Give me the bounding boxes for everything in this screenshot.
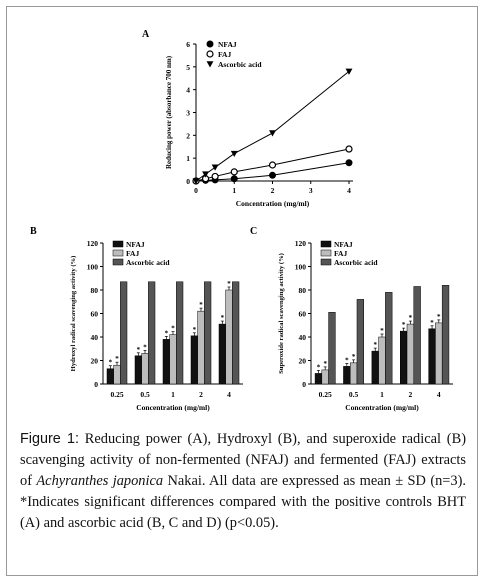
c-x-tick-label: 0.5 — [348, 390, 359, 399]
b-bar — [176, 282, 183, 384]
caption-text-1: Reducing power (A), Hydroxyl (B), and superoxide radical (B) scavenging activity of non-fermented (NFAJ) and fermented (FAJ) extracts of — [20, 431, 466, 489]
c-y-tick-label: 40 — [298, 333, 306, 342]
c-x-tick-label: 4 — [436, 390, 441, 399]
b-y-tick-label: 40 — [90, 333, 98, 342]
a-data-point — [231, 176, 237, 182]
c-bar — [343, 366, 350, 384]
a-data-point — [346, 160, 352, 166]
caption-label: Figure 1: — [20, 431, 79, 447]
b-bar — [232, 282, 239, 384]
b-x-tick-label: 2 — [199, 390, 203, 399]
b-x-tick-label: 0.5 — [140, 390, 150, 399]
b-bar — [204, 282, 211, 384]
a-legend-label: Ascorbic acid — [218, 60, 262, 69]
a-x-tick-label: 3 — [308, 186, 313, 195]
c-significance-mark: * — [380, 327, 384, 335]
a-x-tick-label: 0 — [194, 186, 198, 195]
b-bar — [120, 282, 127, 384]
c-bar — [435, 323, 442, 384]
c-legend-label: FAJ — [334, 249, 348, 258]
c-y-tick-label: 100 — [294, 262, 306, 272]
a-data-point — [346, 146, 352, 152]
b-significance-mark: * — [136, 345, 141, 354]
c-y-tick-label: 120 — [294, 239, 306, 248]
b-legend-swatch — [113, 259, 123, 265]
caption-species: Achyranthes japonica — [36, 473, 164, 489]
c-x-tick-label: 1 — [380, 390, 384, 399]
a-x-tick-label: 2 — [270, 186, 275, 195]
a-y-axis-label: Reducing power (absorbance 700 nm) — [165, 55, 173, 170]
b-x-tick-label: 0.25 — [110, 390, 124, 399]
c-significance-mark: * — [437, 312, 441, 321]
b-y-tick-label: 20 — [90, 356, 98, 366]
c-significance-mark: * — [408, 314, 413, 323]
a-data-point — [269, 130, 276, 136]
panel-c-label: C — [250, 226, 258, 237]
a-y-tick-label: 3 — [186, 108, 190, 118]
panel-b-label: B — [30, 226, 37, 237]
b-bar — [170, 335, 177, 384]
b-x-tick-label: 1 — [171, 390, 175, 399]
c-legend-swatch — [321, 250, 331, 256]
a-legend-marker — [207, 51, 213, 57]
b-bar — [142, 353, 149, 384]
c-significance-mark: * — [430, 318, 434, 327]
c-bar — [385, 292, 392, 384]
c-significance-mark: * — [323, 359, 327, 368]
c-legend-swatch — [321, 241, 331, 247]
c-significance-mark: * — [373, 341, 377, 350]
b-y-axis-label: Hydroxyl radical scavenging activity (%) — [70, 255, 77, 372]
b-x-tick-label: 4 — [227, 390, 231, 399]
b-legend-label: FAJ — [126, 249, 140, 258]
b-significance-mark: * — [164, 329, 169, 338]
c-y-tick-label: 0 — [302, 380, 306, 389]
b-bar — [198, 311, 205, 384]
a-y-tick-label: 2 — [186, 131, 190, 141]
b-bar — [135, 356, 142, 384]
b-y-tick-label: 60 — [90, 309, 98, 319]
b-bar — [226, 290, 233, 384]
a-data-point — [270, 172, 276, 178]
c-significance-mark: * — [401, 321, 406, 330]
c-bar — [372, 351, 379, 384]
figure-caption — [20, 429, 466, 534]
c-legend-label: NFAJ — [334, 240, 353, 249]
panel-a-label: A — [142, 29, 150, 40]
b-y-tick-label: 80 — [90, 286, 98, 295]
c-bar — [400, 331, 407, 384]
b-y-tick-label: 0 — [94, 380, 98, 389]
b-legend-swatch — [113, 250, 123, 256]
b-legend-label: NFAJ — [126, 240, 145, 249]
c-bar — [329, 312, 336, 384]
b-significance-mark: * — [227, 280, 231, 288]
a-y-tick-label: 5 — [186, 62, 190, 72]
c-x-tick-label: 0.25 — [318, 390, 332, 399]
c-bar — [442, 285, 449, 384]
a-y-tick-label: 6 — [186, 40, 190, 49]
b-bar — [107, 369, 114, 384]
c-bar — [350, 363, 357, 384]
a-data-point — [212, 165, 219, 171]
a-x-tick-label: 4 — [347, 186, 351, 195]
c-bar — [429, 329, 436, 384]
a-data-point — [212, 173, 218, 179]
c-bar — [322, 370, 329, 384]
c-legend-swatch — [321, 259, 331, 265]
b-bar — [191, 336, 198, 384]
a-legend-marker — [207, 61, 214, 67]
c-bar — [315, 373, 322, 384]
b-y-tick-label: 100 — [86, 262, 98, 272]
c-legend-label: Ascorbic acid — [334, 258, 378, 267]
c-significance-mark: * — [316, 363, 321, 372]
c-bar — [414, 286, 421, 384]
c-significance-mark: * — [345, 356, 349, 365]
b-bar — [219, 324, 226, 384]
b-significance-mark: * — [143, 343, 147, 352]
c-bar — [379, 337, 386, 384]
a-data-point — [231, 151, 238, 157]
b-bar — [114, 365, 121, 384]
c-y-tick-label: 20 — [298, 356, 306, 366]
b-significance-mark: * — [199, 301, 203, 310]
a-legend-label: NFAJ — [218, 40, 237, 49]
a-legend-marker — [207, 41, 213, 47]
c-x-tick-label: 2 — [408, 390, 413, 399]
b-significance-mark: * — [220, 314, 225, 323]
a-x-axis-label: Concentration (mg/ml) — [235, 199, 310, 208]
c-significance-mark: * — [351, 352, 356, 361]
b-x-axis-label: Concentration (mg/ml) — [136, 403, 210, 412]
c-x-axis-label: Concentration (mg/ml) — [345, 403, 419, 412]
b-significance-mark: * — [108, 358, 113, 367]
a-legend-label: FAJ — [218, 50, 232, 59]
b-significance-mark: * — [192, 325, 197, 334]
c-bar — [357, 299, 364, 384]
caption-text-2: Nakai. All data are expressed as mean ± SD (n=3). *Indicates significant differences compared with the positive controls BHT (A) and ascorbic acid (B, C and D) (p<0.05). — [20, 473, 467, 531]
c-bar — [407, 324, 414, 384]
a-data-point — [270, 162, 276, 168]
c-y-tick-label: 80 — [298, 286, 306, 295]
b-y-tick-label: 120 — [86, 239, 98, 248]
b-significance-mark: * — [171, 324, 175, 333]
b-bar — [148, 282, 155, 384]
b-legend-swatch — [113, 241, 123, 247]
a-x-tick-label: 1 — [232, 186, 237, 195]
a-y-tick-label: 1 — [186, 154, 190, 164]
a-y-tick-label: 0 — [186, 177, 190, 186]
b-bar — [163, 339, 170, 384]
a-y-tick-label: 4 — [186, 85, 190, 95]
a-data-point — [231, 169, 237, 175]
c-y-axis-label: Superoxide radical scavenging activity (%) — [278, 253, 285, 374]
b-legend-label: Ascorbic acid — [126, 258, 170, 267]
c-y-tick-label: 60 — [298, 309, 306, 319]
b-significance-mark: * — [115, 355, 119, 364]
